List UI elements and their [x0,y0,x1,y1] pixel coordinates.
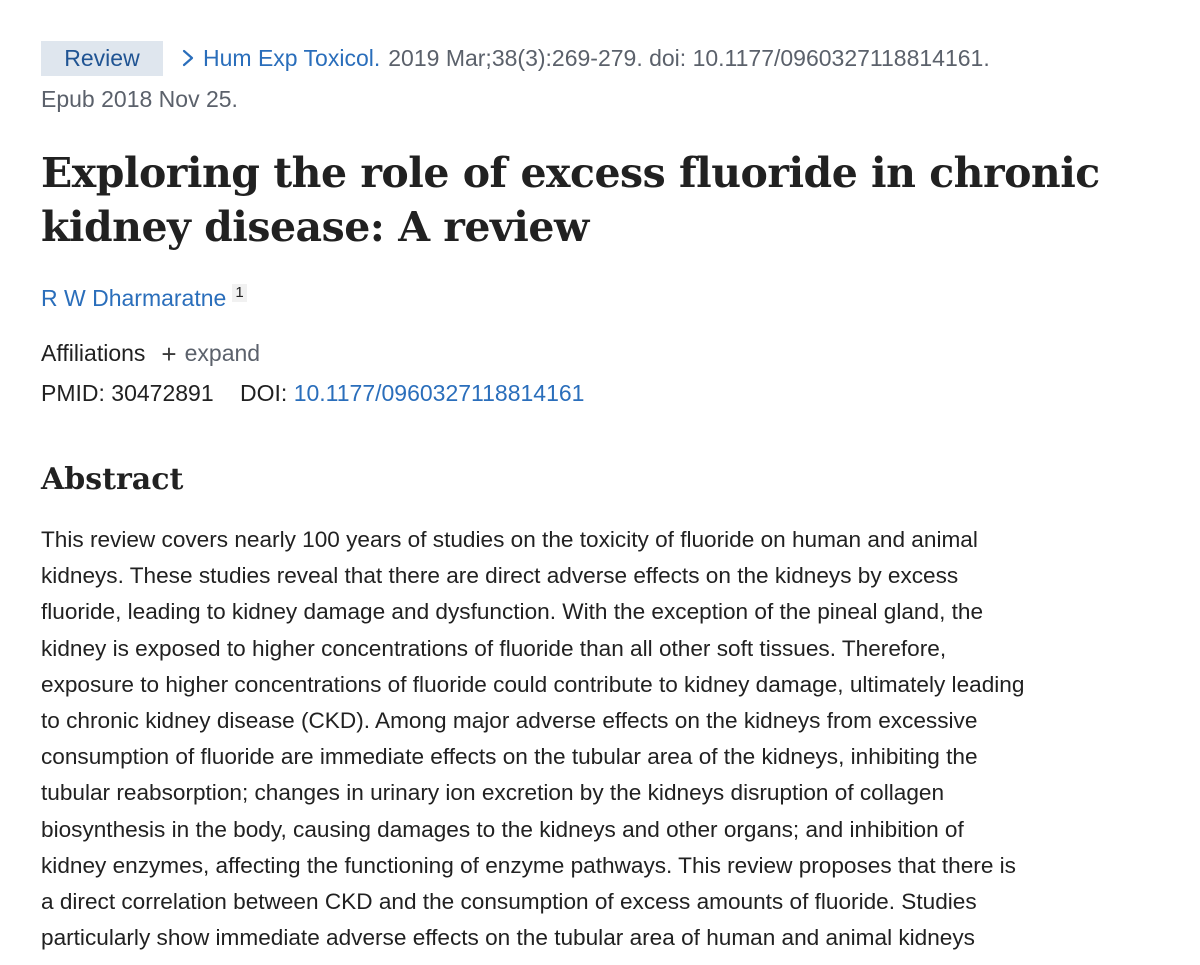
abstract-line: consumption of fluoride are immediate effects on the tubular area of the kidneys, inhibiting the [41,744,978,770]
abstract-line: exposure to higher concentrations of fluoride could contribute to kidney damage, ultimately leading [41,671,1025,697]
abstract-text [41,522,1136,956]
affiliations-label: Affiliations [41,340,146,366]
abstract-line: This review covers nearly 100 years of studies on the toxicity of fluoride on human and animal [41,527,978,552]
citation-line [41,40,1141,76]
doi-link[interactable]: 10.1177/0960327118814161 [293,380,585,406]
abstract-line: particularly show immediate adverse effects on the tubular area of human and animal kidneys [41,925,975,951]
abstract-line: kidney enzymes, affecting the functioning of enzyme pathways. This review proposes that there is [41,852,1016,878]
pmid-label: PMID: [41,380,105,406]
abstract-line: tubular reabsorption; changes in urinary ion excretion by the kidneys disruption of collagen [41,780,945,806]
affiliations-row [41,340,260,367]
abstract-heading: Abstract [41,462,184,497]
abstract-line: kidneys. These studies reveal that there are direct adverse effects on the kidneys by excess [41,563,959,589]
expand-label: expand [184,340,261,366]
abstract-line: to chronic kidney disease (CKD). Among major adverse effects on the kidneys from excessive [41,708,978,734]
author-list [41,284,247,312]
abstract-line: biosynthesis in the body, causing damages to the kidneys and other organs; and inhibition of [41,816,964,842]
chevron-right-icon [177,47,199,69]
plus-icon: + [161,338,177,369]
affiliation-ref[interactable]: 1 [232,284,246,302]
expand-affiliations-button[interactable] [161,340,260,367]
abstract-line: fluoride, leading to kidney damage and dysfunction. With the exception of the pineal gland, the [41,599,984,625]
doi-label: DOI: [240,380,288,406]
abstract-line: kidney is exposed to higher concentrations of fluoride than all other soft tissues. Therefore, [41,635,947,661]
pmid-value: 30472891 [111,380,214,406]
journal-link[interactable]: Hum Exp Toxicol. [203,44,381,71]
citation-details: 2019 Mar;38(3):269-279. doi: 10.1177/0960327118814161. [388,44,990,71]
publication-type-badge: Review [41,41,163,76]
abstract-line: a direct correlation between CKD and the consumption of excess amounts of fluoride. Studies [41,889,977,915]
identifiers-row [41,380,584,407]
article-title: Exploring the role of excess fluoride in chronic kidney disease: A review [41,149,1100,251]
epub-date: Epub 2018 Nov 25. [41,86,238,112]
author-link[interactable]: R W Dharmaratne [41,285,227,311]
